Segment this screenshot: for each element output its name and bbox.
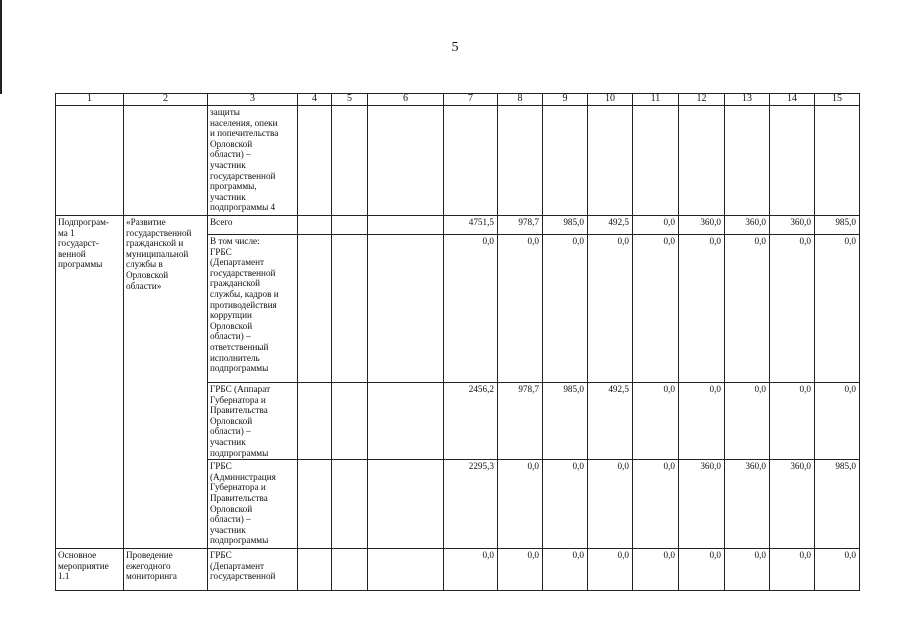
subprogram-title-cell: «Развитие государственной гражданской и муниципальной службы в Орловской области» <box>124 216 208 549</box>
header-cell: 11 <box>633 94 679 106</box>
value-cell: 978,7 <box>498 216 543 235</box>
value-cell: 0,0 <box>725 383 770 460</box>
header-cell: 4 <box>298 94 332 106</box>
value-cell: 492,5 <box>588 216 633 235</box>
executor-cell: В том числе: ГРБС (Департамент государственной гражданской службы, кадров и противодействия коррупции Орловской области) – ответственный исполнитель подпрограммы <box>208 235 298 383</box>
header-cell: 10 <box>588 94 633 106</box>
header-cell: 3 <box>208 94 298 106</box>
value-cell: 0,0 <box>679 549 725 591</box>
value-cell: 4751,5 <box>444 216 498 235</box>
value-cell: 0,0 <box>633 383 679 460</box>
value-cell: 360,0 <box>770 460 815 549</box>
value-cell: 0,0 <box>770 235 815 383</box>
header-cell: 13 <box>725 94 770 106</box>
value-cell: 0,0 <box>588 235 633 383</box>
value-cell: 360,0 <box>679 216 725 235</box>
value-cell: 360,0 <box>770 216 815 235</box>
value-cell: 0,0 <box>679 383 725 460</box>
value-cell: 492,5 <box>588 383 633 460</box>
event-cell: Основное мероприятие 1.1 <box>56 549 124 591</box>
header-cell: 12 <box>679 94 725 106</box>
value-cell: 0,0 <box>444 235 498 383</box>
value-cell: 0,0 <box>633 235 679 383</box>
value-cell: 978,7 <box>498 383 543 460</box>
value-cell: 0,0 <box>815 383 860 460</box>
header-cell: 15 <box>815 94 860 106</box>
value-cell: 0,0 <box>633 460 679 549</box>
value-cell: 0,0 <box>815 235 860 383</box>
executor-cell: ГРБС (Департамент государственной <box>208 549 298 591</box>
value-cell: 0,0 <box>543 460 588 549</box>
value-cell: 0,0 <box>588 460 633 549</box>
value-cell: 0,0 <box>633 549 679 591</box>
event-title-cell: Проведение ежегодного мониторинга <box>124 549 208 591</box>
value-cell: 0,0 <box>633 216 679 235</box>
header-cell: 6 <box>368 94 444 106</box>
header-cell: 8 <box>498 94 543 106</box>
value-cell: 985,0 <box>815 460 860 549</box>
executor-cell: защиты населения, опеки и попечительства Орловской области) – участник государственной программы, участник подпрограммы 4 <box>208 106 298 216</box>
value-cell: 0,0 <box>588 549 633 591</box>
value-cell: 0,0 <box>543 235 588 383</box>
page-left-edge <box>0 0 2 94</box>
value-cell: 2456,2 <box>444 383 498 460</box>
value-cell: 0,0 <box>498 460 543 549</box>
value-cell: 0,0 <box>770 549 815 591</box>
header-cell: 2 <box>124 94 208 106</box>
budget-table <box>55 93 860 591</box>
header-cell: 7 <box>444 94 498 106</box>
value-cell: 0,0 <box>725 235 770 383</box>
executor-cell: ГРБС (Аппарат Губернатора и Правительства Орловской области) – участник подпрограммы <box>208 383 298 460</box>
header-cell: 5 <box>332 94 368 106</box>
table-row <box>56 549 860 591</box>
value-cell: 0,0 <box>815 549 860 591</box>
subprogram-cell: Подпрограм- ма 1 государст- венной программы <box>56 216 124 549</box>
page-number: 5 <box>451 40 459 55</box>
table-row <box>56 106 860 216</box>
header-cell: 14 <box>770 94 815 106</box>
value-cell: 0,0 <box>679 235 725 383</box>
value-cell: 360,0 <box>725 216 770 235</box>
value-cell: 360,0 <box>679 460 725 549</box>
header-cell: 9 <box>543 94 588 106</box>
executor-cell: ГРБС (Администрация Губернатора и Правительства Орловской области) – участник подпрограммы <box>208 460 298 549</box>
value-cell: 0,0 <box>770 383 815 460</box>
value-cell: 0,0 <box>725 549 770 591</box>
value-cell: 985,0 <box>543 383 588 460</box>
value-cell: 0,0 <box>543 549 588 591</box>
value-cell: 0,0 <box>498 549 543 591</box>
table-row <box>56 216 860 235</box>
executor-cell: Всего <box>208 216 298 235</box>
value-cell: 360,0 <box>725 460 770 549</box>
value-cell: 985,0 <box>543 216 588 235</box>
value-cell: 985,0 <box>815 216 860 235</box>
header-cell: 1 <box>56 94 124 106</box>
value-cell: 0,0 <box>498 235 543 383</box>
value-cell: 2295,3 <box>444 460 498 549</box>
value-cell: 0,0 <box>444 549 498 591</box>
header-row <box>56 94 860 106</box>
